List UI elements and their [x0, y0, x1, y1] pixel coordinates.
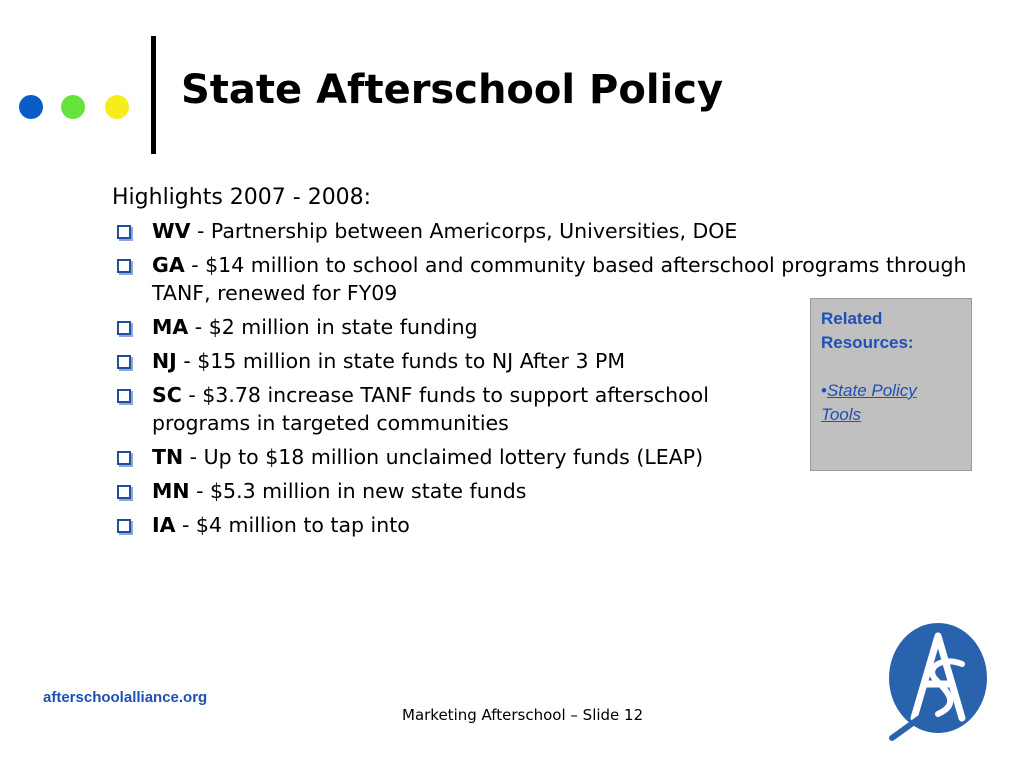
state-code: WV — [152, 219, 191, 243]
related-resources-box — [810, 298, 972, 471]
state-code: NJ — [152, 349, 177, 373]
highlight-text: - Partnership between Americorps, Universities, DOE — [190, 219, 738, 243]
highlight-text: - $5.3 million in new state funds — [189, 479, 527, 503]
related-resources-heading: Related Resources: — [821, 309, 914, 352]
highlight-text: - Up to $18 million unclaimed lottery funds (LEAP) — [183, 445, 704, 469]
green-dot-decoration — [61, 95, 85, 119]
state-code: IA — [152, 513, 176, 537]
yellow-dot-decoration — [105, 95, 129, 119]
footer-slide-label: Marketing Afterschool – Slide 12 — [402, 706, 644, 724]
checkbox-bullet-icon — [117, 451, 131, 465]
checkbox-bullet-icon — [117, 225, 131, 239]
highlight-text: - $2 million in state funding — [188, 315, 478, 339]
checkbox-bullet-icon — [117, 519, 131, 533]
state-code: GA — [152, 253, 185, 277]
state-code: MN — [152, 479, 190, 503]
highlight-item-sc — [112, 381, 802, 437]
state-code: TN — [152, 445, 184, 469]
highlight-text: - $4 million to tap into — [175, 513, 410, 537]
blue-dot-decoration — [19, 95, 43, 119]
slide-title: State Afterschool Policy — [181, 67, 724, 113]
highlight-item-wv — [112, 217, 982, 245]
checkbox-bullet-icon — [117, 355, 131, 369]
highlight-text: - $14 million to school and community based afterschool programs through TANF, renewed for FY09 — [152, 253, 967, 305]
highlights-heading: Highlights 2007 - 2008: — [112, 185, 372, 210]
resource-bullet: • — [821, 381, 827, 400]
checkbox-bullet-icon — [117, 259, 131, 273]
highlight-item-mn — [112, 477, 982, 505]
checkbox-bullet-icon — [117, 321, 131, 335]
state-code: SC — [152, 383, 182, 407]
highlight-text: - $3.78 increase TANF funds to support afterschool programs in targeted communities — [152, 383, 709, 435]
footer-website-url: afterschoolalliance.org — [43, 689, 208, 706]
highlight-text: - $15 million in state funds to NJ After 3 PM — [176, 349, 626, 373]
title-divider-line — [151, 36, 156, 154]
state-code: MA — [152, 315, 189, 339]
afterschool-alliance-logo-icon — [884, 620, 988, 742]
state-policy-tools-link[interactable]: State Policy Tools — [821, 381, 917, 424]
checkbox-bullet-icon — [117, 485, 131, 499]
highlight-item-ia — [112, 511, 982, 539]
checkbox-bullet-icon — [117, 389, 131, 403]
